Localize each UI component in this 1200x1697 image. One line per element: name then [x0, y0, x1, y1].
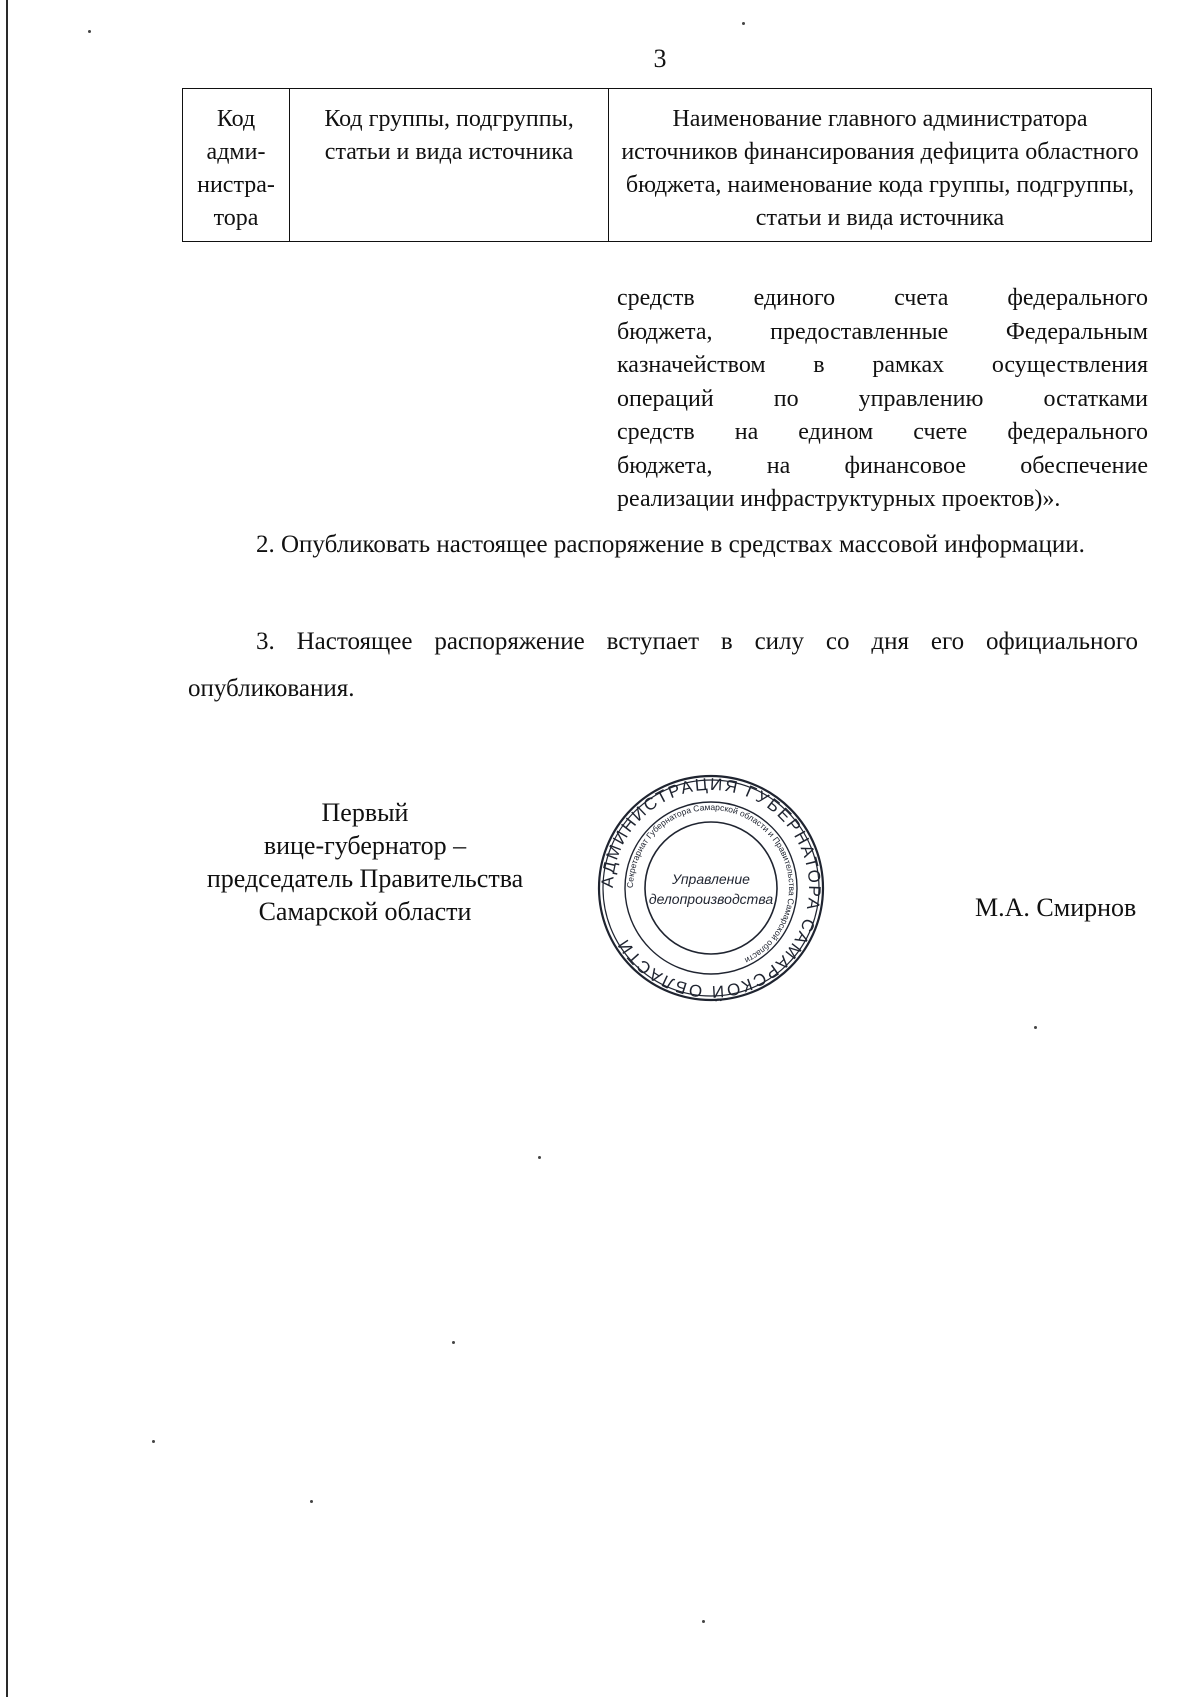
signer-position-line: Самарской области: [258, 897, 472, 926]
source-line: казначейством в рамках осуществления: [617, 352, 1148, 378]
signer-name: М.А. Смирнов: [975, 893, 1137, 922]
source-line: бюджета, на финансовое обеспечение: [617, 452, 1148, 479]
seal-center-line-1: Управление: [672, 871, 750, 887]
page-number: 3: [653, 44, 667, 73]
scan-speck: [310, 1500, 313, 1503]
signer-position-line: вице-губернатор –: [263, 831, 467, 860]
signer-position-line: председатель Правительства: [206, 864, 524, 893]
scan-speck: [702, 1620, 705, 1623]
seal-outer-text: АДМИНИСТРАЦИЯ ГУБЕРНАТОРА САМАРСКОЙ ОБЛАСТИ: [597, 774, 825, 1002]
source-line: средств на едином счете федерального: [617, 419, 1148, 445]
scan-speck: [452, 1341, 455, 1344]
scan-speck: [152, 1440, 155, 1443]
scan-speck: [1034, 1026, 1037, 1029]
scan-speck: [742, 22, 745, 25]
scan-speck: [538, 1156, 541, 1159]
seal-center-ring: [645, 822, 777, 954]
source-line: реализации инфраструктурных проектов)».: [617, 486, 1061, 512]
paragraph-publish: 2. Опубликовать настоящее распоряжение в средствах массовой информации.: [256, 531, 1085, 558]
source-description: [617, 282, 1148, 517]
header-cell-admin-code: Код адми-нистра-тора: [183, 89, 290, 242]
source-line: бюджета, предоставленные Федеральным: [617, 318, 1148, 345]
seal-inner-text: Секретариат Губернатора Самарской области и Правительства Самарской области: [624, 801, 798, 966]
official-seal: [595, 772, 827, 1004]
paragraph-effective-date: 3. Настоящее распоряжение вступает в силу со дня его официального опубликования.: [188, 628, 1138, 702]
sources-header-table: [182, 88, 1152, 242]
table-header-row: [183, 89, 1152, 242]
header-cell-group-code: Код группы, подгруппы, статьи и вида источника: [290, 89, 609, 242]
header-cell-name: Наименование главного администратора источников финансирования дефицита областного бюджета, наименование кода группы, подгруппы, статьи и вида источника: [609, 89, 1152, 242]
page-edge-line: [6, 0, 8, 1697]
source-line: средств единого счета федерального: [617, 285, 1148, 311]
scan-speck: [88, 30, 91, 33]
signer-position: [185, 796, 545, 928]
signer-position-line: Первый: [321, 798, 409, 827]
source-line: операций по управлению остатками: [617, 385, 1148, 412]
seal-center-line-2: делопроизводства: [648, 891, 774, 907]
